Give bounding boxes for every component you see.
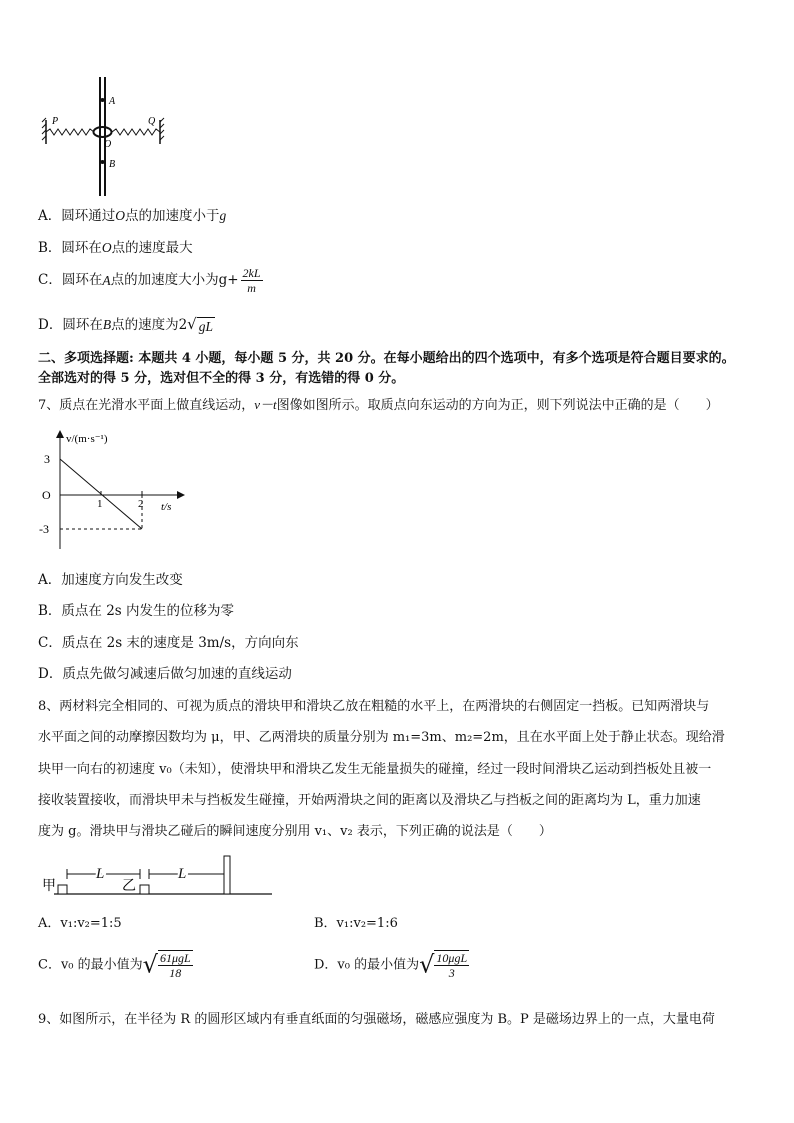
blocks-figure (40, 852, 280, 900)
q7-option-c: C．质点在 2s 末的速度是 3m/s，方向向东 (38, 635, 299, 651)
label-P: P (52, 116, 59, 127)
q7-stem: 7、质点在光滑水平面上做直线运动，v－t图像如图所示。取质点向东运动的方向为正，则下列说法中正确的是（ ） (38, 397, 719, 413)
section2-line1: 二、多项选择题: 本题共 4 小题，每小题 5 分，共 20 分。在每小题给出的四个选项中，有多个选项是符合题目要求的。 (38, 351, 735, 366)
q6-option-a: A．圆环通过O点的加速度小于g (38, 208, 227, 224)
ring-spring-figure (40, 72, 170, 200)
tick-label-3: 3 (44, 452, 50, 466)
y-axis-label: v/(m·s⁻¹) (66, 433, 108, 445)
q8-line3: 块甲一向右的初速度 v₀（未知），使滑块甲和滑块乙发生无能量损失的碰撞，经过一段时间滑块乙运动到挡板处且被一 (38, 762, 712, 777)
section2-line2: 全部选对的得 5 分，选对但不全的得 3 分，有选错的得 0 分。 (38, 371, 405, 386)
q8-line4: 接收装置接收，而滑块甲未与挡板发生碰撞，开始两滑块之间的距离以及滑块乙与挡板之间的距离均为 L，重力加速 (38, 793, 701, 808)
label-jia: 甲 (42, 879, 56, 894)
tick-label-1: 1 (97, 498, 103, 510)
x-axis-label: t/s (161, 501, 172, 513)
q8-option-a: A．v₁:v₂=1:5 (38, 916, 122, 931)
label-L1: L (96, 866, 105, 882)
label-B: B (109, 159, 116, 170)
q7-option-b: B．质点在 2s 内发生的位移为零 (38, 603, 235, 619)
tick-label-2: 2 (138, 498, 144, 510)
q8-option-d: D．v₀ 的最小值为√ $\frac{\text{10μgL}}{3}$ (314, 950, 468, 980)
q7-option-a: A．加速度方向发生改变 (38, 572, 183, 588)
tick-label-m3: -3 (39, 522, 49, 536)
q8-line1: 8、两材料完全相同的、可视为质点的滑块甲和滑块乙放在粗糙的水平上，在两滑块的右侧固定一挡板。已知两滑块与 (38, 699, 710, 714)
q6-option-d: D．圆环在B点的速度为2√ gL (38, 315, 213, 334)
q8-line5: 度为 g。滑块甲与滑块乙碰后的瞬间速度分别用 v₁、v₂ 表示，下列正确的说法是（ ） (38, 824, 552, 839)
q8-option-b: B．v₁:v₂=1:6 (314, 916, 398, 931)
q8-line2: 水平面之间的动摩擦因数均为 μ，甲、乙两滑块的质量分别为 m₁=3m、m₂=2m，且在水平面上处于静止状态。现给滑 (38, 730, 725, 745)
q6-option-c: C．圆环在A点的加速度大小为g+ $\frac{2kL}{m}$ (38, 266, 261, 295)
label-O: O (104, 139, 112, 150)
q7-option-d: D．质点先做匀减速后做匀加速的直线运动 (38, 666, 292, 682)
q8-option-c: C．v₀ 的最小值为√ $\frac{\text{61μgL}}{18}$ (38, 950, 191, 980)
label-A: A (109, 96, 116, 107)
label-Q: Q (148, 116, 156, 127)
q9-line1: 9、如图所示，在半径为 R 的圆形区域内有垂直纸面的匀强磁场，磁感应强度为 B。P 是磁场边界上的一点，大量电荷 (38, 1012, 715, 1027)
label-L2: L (178, 866, 187, 882)
q6-option-b: B．圆环在O点的速度最大 (38, 240, 193, 256)
label-yi: 乙 (122, 879, 136, 894)
origin-label: O (42, 488, 51, 502)
vt-graph (36, 425, 196, 555)
